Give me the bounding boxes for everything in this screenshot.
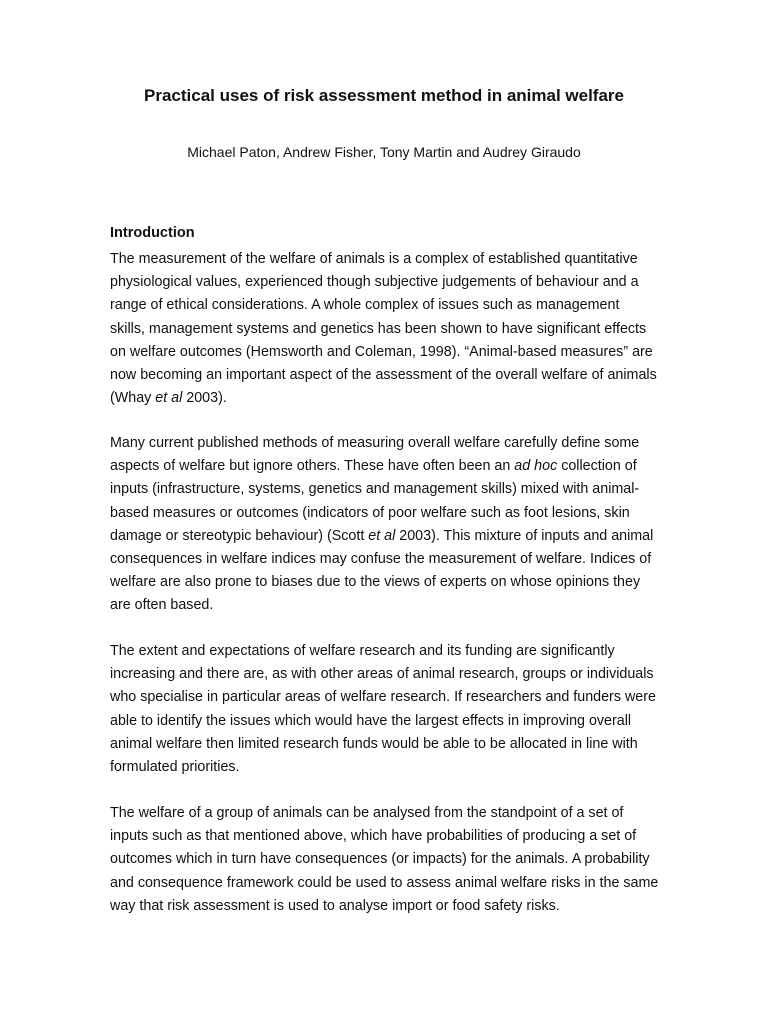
text-line: aspects of welfare but ignore others. These have often been an ad hoc collection of <box>110 458 637 475</box>
text-line: on welfare outcomes (Hemsworth and Coleman, 1998). “Animal-based measures” are <box>110 343 653 360</box>
section-heading: Introduction <box>110 225 195 241</box>
text-line: and consequence framework could be used to assess animal welfare risks in the same <box>110 874 659 891</box>
text-line: Many current published methods of measuring overall welfare carefully define some <box>110 435 640 451</box>
text-line: The extent and expectations of welfare research and its funding are significantly <box>110 643 615 659</box>
text-line: The welfare of a group of animals can be analysed from the standpoint of a set of <box>110 805 624 821</box>
text-line: skills, management systems and genetics has been shown to have significant effects <box>110 320 647 337</box>
text-line: now becoming an important aspect of the assessment of the overall welfare of animals <box>110 367 657 384</box>
text-line: damage or stereotypic behaviour) (Scott et al 2003). This mixture of inputs and animal <box>110 527 654 544</box>
text-line: outcomes which in turn have consequences (or impacts) for the animals. A probability <box>110 851 650 868</box>
paragraph <box>110 640 670 779</box>
text-line: increasing and there are, as with other areas of animal research, groups or individuals <box>110 666 654 683</box>
text-line: way that risk assessment is used to analyse import or food safety risks. <box>110 897 560 914</box>
author-list: Michael Paton, Andrew Fisher, Tony Martin and Audrey Giraudo <box>187 144 581 160</box>
text-line: animal welfare then limited research funds would be able to be allocated in line with <box>110 735 638 752</box>
text-line: are often based. <box>110 597 214 614</box>
italic-term: et al <box>368 527 396 544</box>
text-line: The measurement of the welfare of animals is a complex of established quantitative <box>110 251 638 267</box>
italic-term: et al <box>155 390 183 407</box>
text-line: inputs (infrastructure, systems, genetics and management skills) mixed with animal- <box>110 481 640 498</box>
text-line: inputs such as that mentioned above, which have probabilities of producing a set of <box>110 828 637 845</box>
paragraph <box>110 802 670 918</box>
italic-term: ad hoc <box>514 458 558 475</box>
text-line: (Whay et al 2003). <box>110 390 227 407</box>
text-line: who specialise in particular areas of welfare research. If researchers and funders were <box>110 689 656 706</box>
text-line: welfare are also prone to biases due to the views of experts on whose opinions they <box>110 574 641 591</box>
text-line: able to identify the issues which would have the largest effects in improving overall <box>110 712 632 729</box>
text-line: range of ethical considerations. A whole complex of issues such as management <box>110 297 620 314</box>
text-line: formulated priorities. <box>110 759 240 776</box>
text-line: based measures or outcomes (indicators of poor welfare such as foot lesions, skin <box>110 504 630 521</box>
paper-title: Practical uses of risk assessment method in animal welfare <box>144 86 624 105</box>
paragraph <box>110 432 670 618</box>
paragraph <box>110 248 670 410</box>
text-line: physiological values, experienced though subjective judgements of behaviour and a <box>110 274 639 291</box>
text-line: consequences in welfare indices may confuse the measurement of welfare. Indices of <box>110 551 652 568</box>
